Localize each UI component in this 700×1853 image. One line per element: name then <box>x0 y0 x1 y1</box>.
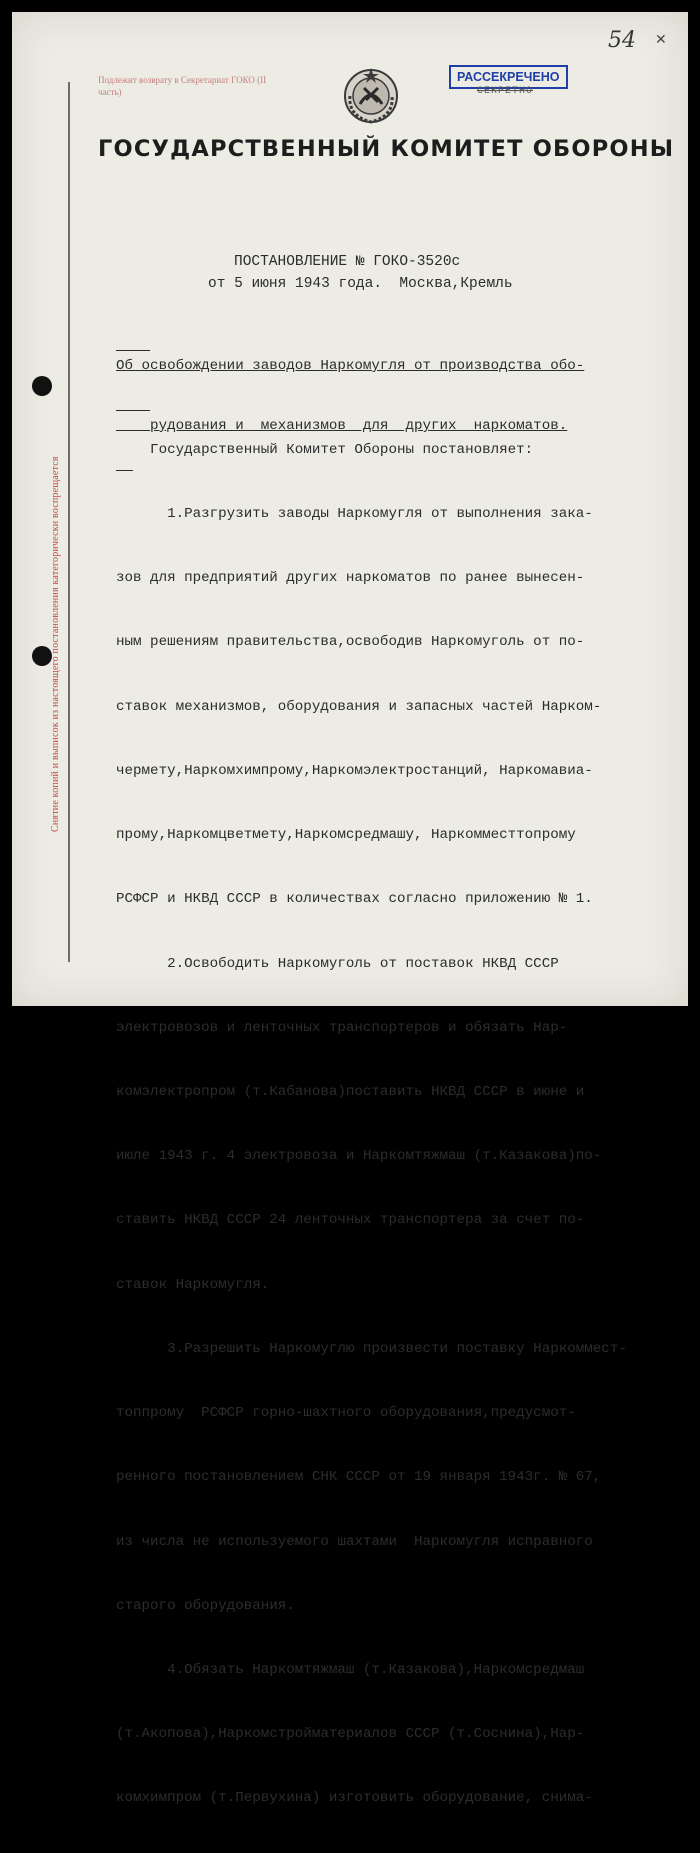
struck-classification: СЕКРЕТНО <box>477 86 534 97</box>
declassified-stamp: РАССЕКРЕЧЕНО <box>449 65 568 89</box>
body-line: топпрому РСФСР горно-шахтного оборудования,предусмот- <box>116 1405 576 1422</box>
binding-hole <box>32 376 52 396</box>
body-line: июле 1943 г. 4 электровоза и Наркомтяжмаш (т.Казакова)по- <box>116 1148 602 1165</box>
decree-title: ПОСТАНОВЛЕНИЕ № ГОКО-3520с <box>234 254 461 270</box>
return-stamp: Подлежит возврату в Секретариат ГОКО (II часть) <box>98 75 267 97</box>
body-line: ставок механизмов, оборудования и запасных частей Нарком- <box>116 698 602 715</box>
body-line: ным решениям правительства,освободив Наркомуголь от по- <box>116 634 585 651</box>
body-line: зов для предприятий других наркоматов по ранее вынесен- <box>116 570 585 587</box>
margin-rule <box>68 82 70 962</box>
body-line: старого оборудования. <box>116 1597 295 1614</box>
body-line: 1.Разгрузить заводы Наркомугля от выполнения зака- <box>116 506 593 523</box>
body-line: комэлектропром (т.Кабанова)поставить НКВД СССР в июне и <box>116 1084 585 1100</box>
body-line: электровозов и ленточных транспортеров и обязать Нар- <box>116 1019 568 1036</box>
page-number: 54 <box>608 28 636 53</box>
body-line: комхимпром (т.Первухина) изготовить оборудование, снима- <box>116 1790 593 1807</box>
body-line: прому,Наркомцветмету,Наркомсредмашу, Наркомместтопрому <box>116 827 576 844</box>
body-line: чермету,Наркомхимпрому,Наркомэлектростанций, Наркомавиа- <box>116 762 593 779</box>
binding-hole <box>32 646 52 666</box>
page-title: ГОСУДАРСТВЕННЫЙ КОМИТЕТ ОБОРОНЫ <box>98 136 675 162</box>
body-line: ставить НКВД СССР 24 ленточных транспортера за счет по- <box>116 1212 585 1229</box>
body-line: ренного постановлением СНК СССР от 19 января 1943г. № 67, <box>116 1469 602 1486</box>
state-emblem-icon <box>342 66 400 126</box>
document-page <box>12 12 688 1807</box>
decree-date: от 5 июня 1943 года. Москва,Кремль <box>208 276 513 292</box>
body-line: 4.Обязать Наркомтяжмаш (т.Казакова),Наркомсредмаш <box>116 1661 585 1678</box>
body-line: ставок Наркомугля. <box>116 1276 270 1293</box>
body-line: 3.Разрешить Наркомуглю произвести поставку Наркоммест- <box>116 1340 627 1357</box>
body-line: Государственный Комитет Обороны постановляет: <box>116 441 534 458</box>
body-line: РСФСР и НКВД СССР в количествах согласно приложению № 1. <box>116 891 593 908</box>
subject-line: рудования и механизмов для других наркоматов. <box>116 418 568 434</box>
corner-mark: ✕ <box>655 32 667 48</box>
decree-body <box>116 397 627 1853</box>
body-line: из числа не используемого шахтами Наркомугля исправного <box>116 1533 593 1550</box>
body-line: (т.Акопова),Наркомстройматериалов СССР (т.Соснина),Нар- <box>116 1726 585 1743</box>
side-margin-note: Снятие копий и выписок из настоящего постановления категорически воспрещается <box>50 456 61 832</box>
subject-line: Об освобождении заводов Наркомугля от производства обо- <box>116 358 585 374</box>
body-line: 2.Освободить Наркомуголь от поставок НКВД СССР <box>116 955 559 972</box>
